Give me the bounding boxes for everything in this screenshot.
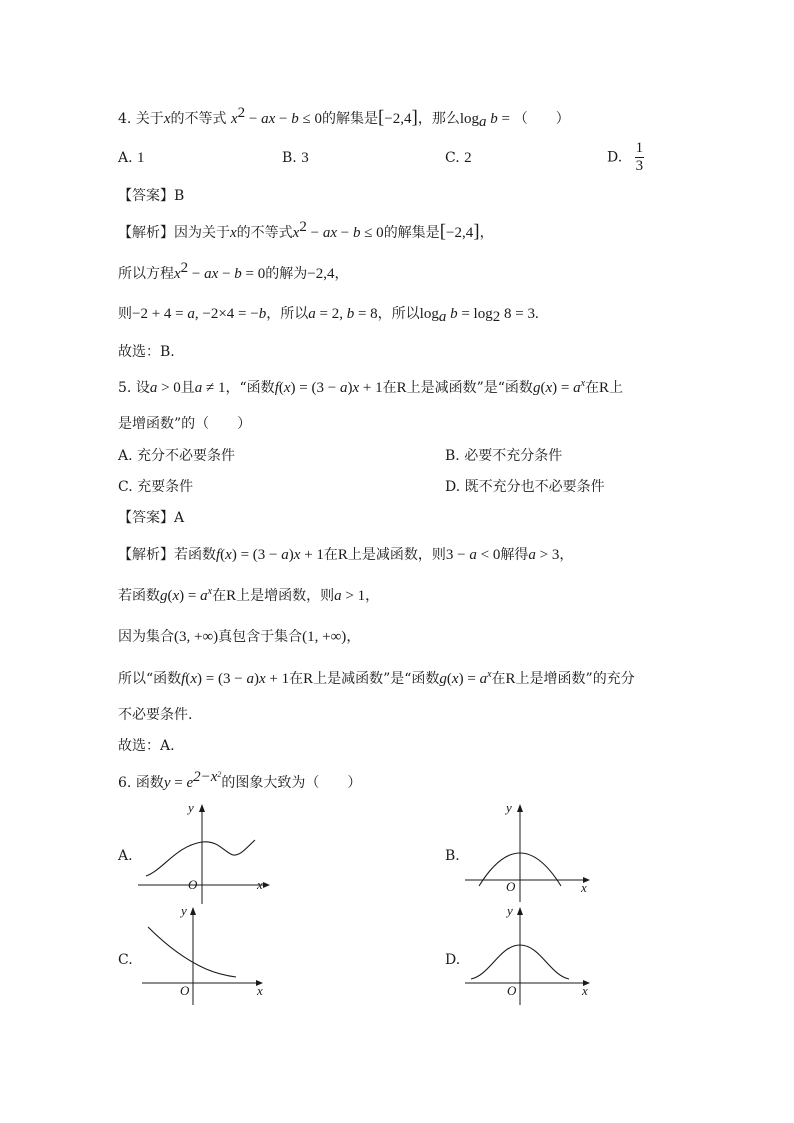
- q6-option-b-label: B.: [445, 848, 460, 864]
- q4-choose: 故选：B.: [118, 344, 175, 360]
- q6-option-d-label: D.: [445, 952, 461, 968]
- y-axis-arrow: [517, 907, 523, 915]
- q6-stem: 6. 函数$y = e^{2-x^2}$的图象大致为（ ）: [118, 769, 362, 791]
- origin-label: O: [188, 877, 198, 892]
- q5-option-a: A. 充分不必要条件: [118, 448, 236, 464]
- q5-stem-1: 5. 设a > 0且a ≠ 1，“函数f(x) = (3 − a)x + 1在R上是减函数”是“函数$g(x) = a^x$在R上: [118, 378, 624, 396]
- y-label: y: [507, 903, 513, 918]
- q6-graph-c: [138, 903, 278, 1008]
- q4-answer: 【答案】B: [118, 188, 185, 204]
- q5-option-d: D. 既不充分也不必要条件: [445, 479, 605, 495]
- q5-analysis-1: 【解析】若函数f(x) = (3 − a)x + 1在R上是减函数，则3 − a < 0解得a > 3，: [118, 547, 574, 563]
- q6-graph-d: [465, 903, 605, 1008]
- q5-analysis-2: 若函数$g(x) = a^x$在R上是增函数，则a > 1，: [118, 586, 380, 604]
- q4-stem: 4. 关于x的不等式 $x^2$ − ax − b ≤ 0的解集是[−2,4]，那么$\log_a b$ = （ ）: [118, 105, 570, 130]
- x-label: x: [581, 880, 587, 895]
- q5-option-c: C. 充要条件: [118, 479, 194, 495]
- q6-option-c-label: C.: [118, 952, 133, 968]
- q5-option-b: B. 必要不充分条件: [445, 448, 563, 464]
- y-axis-arrow: [190, 907, 196, 915]
- q4-analysis-2: 所以方程$x^2$ − ax − b = 0的解为−2,4，: [118, 260, 349, 282]
- q4-option-a: A. 1: [118, 150, 145, 166]
- q4-analysis-1: 【解析】因为关于x的不等式$x^2$ − ax − b ≤ 0的解集是[−2,4]，: [118, 219, 494, 242]
- q4-option-b: B. 3: [282, 150, 309, 166]
- q5-stem-2: 是增函数”的（ ）: [118, 416, 252, 432]
- q5-analysis-4: 所以“函数f(x) = (3 − a)x + 1在R上是减函数”是“函数$g(x) = a^x$在R上是增函数”的充分: [118, 669, 635, 687]
- q6-graph-a: [138, 800, 278, 905]
- y-label: y: [181, 903, 187, 918]
- y-label: y: [506, 800, 512, 815]
- y-label: y: [188, 800, 194, 815]
- q6-graph-b: [465, 800, 605, 905]
- q4-option-d: D. $\frac{1}{3}$: [607, 140, 644, 174]
- x-axis-arrow: [263, 882, 270, 888]
- q6-option-a-label: A.: [118, 848, 133, 864]
- q4-option-c: C. 2: [445, 150, 472, 166]
- origin-label: O: [507, 983, 517, 998]
- q5-answer: 【答案】A: [118, 510, 185, 526]
- x-label: x: [582, 983, 588, 998]
- y-axis-arrow: [199, 804, 205, 812]
- y-axis-arrow: [517, 804, 523, 812]
- q5-choose: 故选：A.: [118, 738, 175, 754]
- curve: [146, 840, 255, 876]
- q5-analysis-3: 因为集合(3, +∞)真包含于集合(1, +∞)，: [118, 629, 361, 645]
- origin-label: O: [506, 879, 516, 894]
- q4-analysis-3: 则−2 + 4 = a, −2×4 = −b，所以a = 2, b = 8，所以$\log_a b = \log_2 8 = 3$.: [118, 306, 539, 325]
- origin-label: O: [180, 983, 190, 998]
- x-label: x: [257, 877, 263, 892]
- curve: [148, 927, 236, 977]
- x-label: x: [257, 983, 263, 998]
- q5-analysis-5: 不必要条件.: [118, 707, 193, 723]
